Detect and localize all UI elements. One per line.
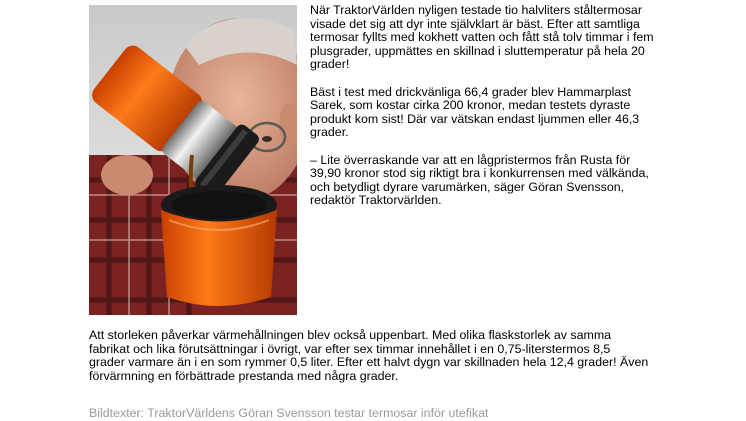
article-bottom-section	[89, 329, 649, 383]
man-pouring-thermos-illustration	[89, 5, 297, 315]
article-paragraph-1: När TraktorVärlden nyligen testade tio halvliters ståltermosar visade det sig att dyr inte självklart är bäst. Efter att samtliga termosar fyllts med kokhett vatten och fått stå tolv timmar i fem plusgrader, uppmättes en skillnad i sluttemperatur på hela 20 grader!	[310, 3, 654, 72]
article-photo	[89, 5, 297, 315]
article-paragraph-4: Att storleken påverkar värmehållningen blev också uppenbart. Med olika flaskstorlek av samma fabrikat och lika förutsättningar i övrigt, var efter sex timmar innehållet i en 0,75-literstermos 8,5 grader varmare än i en som rymmer 0,5 liter. Efter ett halvt dygn var skillnaden hela 12,4 grader! Även förvärmning en förbättrade prestanda med några grader.	[89, 328, 649, 383]
article-paragraph-3: – Lite överraskande var att en lågpristermos från Rusta för 39,90 kronor stod sig riktigt bra i konkurrensen med välkända, och betydligt dyrare varumärken, säger Göran Svensson, redaktör Traktorvärlden.	[310, 152, 649, 208]
photo-caption: Bildtexter: TraktorVärldens Göran Svensson testar termosar inför utefikat	[89, 406, 489, 420]
article-paragraph-2: Bäst i test med drickvänliga 66,4 grader blev Hammarplast Sarek, som kostar cirka 200 kronor, medan testets dyraste produkt kom sist! Där var vätskan endast ljummen eller 46,3 grader.	[310, 84, 640, 140]
article-column	[310, 4, 655, 222]
